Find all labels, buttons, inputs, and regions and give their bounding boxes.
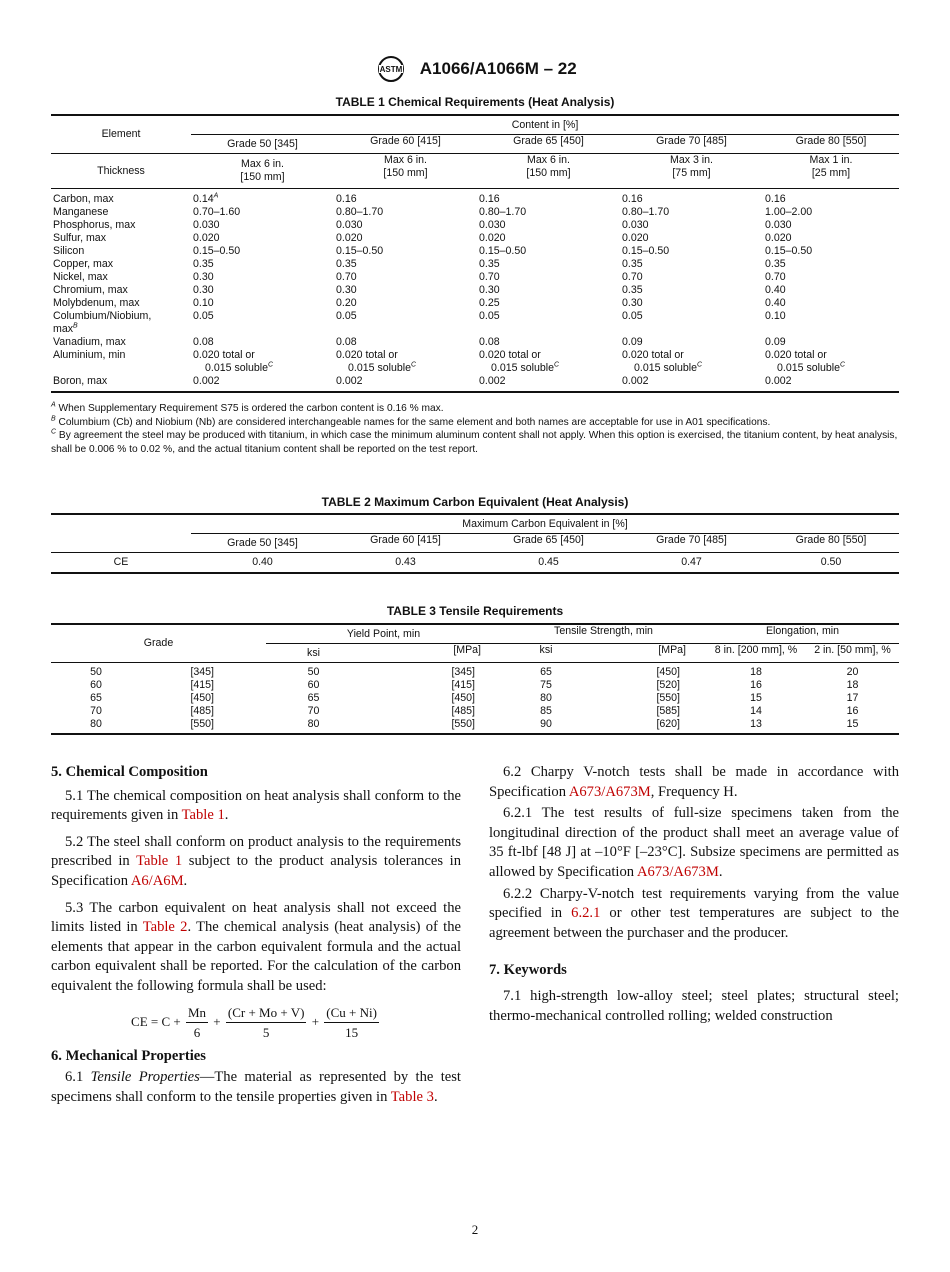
grade-header: Grade 80 [550] [795,135,867,147]
paragraph-6-1: 6.1 Tensile Properties—The material as represented by the test specimens shall conform to the tensile properties given in Table 3. [51,1069,461,1105]
table-row: Columbium/Niobium, $\max^B$ 0.05 0.05 0.05 0.05 0.10 [53,310,786,335]
thickness-cell: Max 6 in. [150 mm] [240,158,285,183]
table1-footnotes [51,402,903,456]
ce-formula: CE = C + $\frac{Mn}{6}$ + $\frac{(Cr + Mo + V)}{5}$ + $\frac{(Cu + Ni)}{15}$ [131,1004,377,1041]
table-row: 70 [485] 70 [485] 85 [585] 14 16 [90,705,859,717]
grade-header: Grade 70 [485] [656,534,727,546]
footnote-b: $^B$ Columbium (Cb) and Niobium (Nb) are considered interchangeable names for the same element and both names are acceptable for use in A01 specifications. [51,415,771,428]
section-5-heading: 5. Chemical Composition [51,764,208,780]
table3-caption: TABLE 3 Tensile Requirements [386,604,564,618]
paragraph-7-1: 7.1 high-strength low-alloy steel; steel plates; structural steel; thermo-mechanical controlled rolling; welded construction [489,987,899,1024]
left-column [51,763,461,1108]
page-number: 2 [471,1222,479,1237]
table-row: Carbon, max $0.14^A$ 0.16 0.16 0.16 0.16 [53,192,786,205]
table1-link[interactable]: Table 1 [181,807,225,824]
section-7-heading: 7. Keywords [489,962,567,979]
thickness-cell: Max 1 in. [25 mm] [809,154,853,179]
page-header [0,55,950,83]
table-row: 60 [415] 60 [415] 75 [520] 16 18 [90,679,859,691]
table-row: Manganese 0.70–1.60 0.80–1.70 0.80–1.70 0.80–1.70 1.00–2.00 [53,206,813,218]
grade-header: Grade [143,637,174,649]
astm-logo-icon [373,55,409,83]
table-row: Chromium, max 0.30 0.30 0.30 0.35 0.40 [53,284,786,296]
grade-header: Grade 50 [345] [227,537,298,549]
table-row: Aluminium, min 0.020 total or 0.015 soluble$^C$ 0.020 total or 0.015 soluble$^C$ 0.020 total or 0.015 soluble$^C$ 0.020 total or 0.015 soluble$^C$ 0.020 total or 0.015 soluble$^C$ [53,349,846,374]
grade-header: Grade 60 [415] [370,534,441,546]
content-header: Content in [%] [191,115,899,135]
table1 [51,114,899,393]
ce-group-header: Maximum Carbon Equivalent in [%] [191,514,899,534]
a673-link[interactable]: A673/A673M [636,863,719,880]
paragraph-5-2: 5.2 The steel shall conform on product analysis to the requirements prescribed in Table 1 subject to the product analysis tolerances in Specification A6/A6M. [51,833,462,889]
grade-header: Grade 50 [345] [227,138,298,150]
paragraph-6-2-2: 6.2.2 Charpy-V-notch test requirements varying from the value specified in 6.2.1 or other test temperatures are subject to the agreement between the purchaser and the producer. [489,885,900,941]
thickness-cell: Max 3 in. [75 mm] [670,154,713,179]
table-row: 65 [450] 65 [450] 80 [550] 15 17 [90,692,859,704]
thickness-cell: Max 6 in. [150 mm] [383,154,428,179]
table2-link[interactable]: Table 2 [142,919,188,936]
table1-link[interactable]: Table 1 [136,853,183,870]
elongation-header: Elongation, min [706,624,899,644]
a673-link[interactable]: A673/A673M [568,783,651,800]
thickness-cell: Max 6 in. [150 mm] [526,154,571,179]
table-row: Boron, max 0.002 0.002 0.002 0.002 0.002 [51,375,899,392]
table2-caption: TABLE 2 Maximum Carbon Equivalent (Heat Analysis) [321,495,629,509]
element-header: Element [51,115,191,154]
table-row: Vanadium, max 0.08 0.08 0.08 0.09 0.09 [53,336,786,348]
footnote-a: $^A$ When Supplementary Requirement S75 is ordered the carbon content is 0.16 % max. [51,401,444,414]
right-column [489,763,899,1026]
paragraph-6-2: 6.2 Charpy V-notch tests shall be made in accordance with Specification A673/A673M, Frequency H. [489,764,899,800]
table-row: Nickel, max 0.30 0.70 0.70 0.70 0.70 [53,271,786,283]
table1-caption: TABLE 1 Chemical Requirements (Heat Analysis) [335,95,615,109]
table-row: CE 0.40 0.43 0.45 0.47 0.50 [51,553,899,574]
section-6-heading: 6. Mechanical Properties [51,1047,206,1064]
table-row: Sulfur, max 0.020 0.020 0.020 0.020 0.020 [53,232,792,244]
table3: Grade Yield Point, min Tensile Strength, min Elongation, min ksi [MPa] ksi [MPa] 8 in. [200 mm], % 2 in. [50 mm], % 50 [345] 50 [345] 65 [450] 18 20 60 [415] 60 [415] 75 [520] 16 18 65 [450] 65 [450] 80 [550] 15 17 70 [485] 70 [485] 85 [585] 14 16 80 [550] 80 [550] 90 [620] 13 15 [51,623,899,735]
table-row: Molybdenum, max 0.10 0.20 0.25 0.30 0.40 [53,297,786,309]
grade-header: Grade 65 [450] [513,135,584,147]
paragraph-5-1: 5.1 The chemical composition on heat analysis shall conform to the requirements given in Table 1. [51,787,461,824]
table-row: 80 [550] 80 [550] 90 [620] 13 15 [51,718,899,734]
a6-link[interactable]: A6/A6M [130,872,184,889]
thickness-header: Thickness [97,164,145,177]
grade-header: Grade 80 [550] [795,534,867,546]
svg-text:ASTM: ASTM [379,65,403,74]
paragraph-5-3: 5.3 The carbon equivalent on heat analysis shall not exceed the limits listed in Table 2. The chemical analysis (heat analysis) of the elements that appear in the carbon equivalent formula and the actual carbon equivalent shall be reported. For the calculation of the carbon equivalent the following formula shall be used: [51,899,461,994]
table-row: Phosphorus, max 0.030 0.030 0.030 0.030 0.030 [53,219,792,231]
grade-header: Grade 70 [485] [656,135,727,147]
table-row: Copper, max 0.35 0.35 0.35 0.35 0.35 [53,258,786,270]
footnote-c: $^C$ By agreement the steel may be produced with titanium, in which case the minimum aluminum content shall not apply. When this option is exercised, the titanium content, by heat analysis, shall be 0.006 % to 0.02 %, and the actual titanium content shall be reported on the test report. [51,428,898,455]
document-id: A1066/A1066M – 22 [419,59,577,78]
table-row: Silicon 0.15–0.50 0.15–0.50 0.15–0.50 0.15–0.50 0.15–0.50 [53,245,813,257]
table2 [51,513,899,574]
grade-header: Grade 60 [415] [370,135,441,147]
yield-header: Yield Point, min [266,624,501,644]
paragraph-6-2-1: 6.2.1 The test results of full-size specimens taken from the longitudinal direction of the product shall meet an average value of 35 ft-lbf [48 J] at –10°F [–23°C]. Subsize specimens are permitted as allowed by Specification A673/A673M. [489,805,899,880]
tensile-header: Tensile Strength, min [501,624,706,644]
table-row: 50 [345] 50 [345] 65 [450] 18 20 [90,666,859,678]
table3-link[interactable]: Table 3 [390,1088,434,1105]
grade-header: Grade 65 [450] [513,534,584,546]
section-6-2-1-link[interactable]: 6.2.1 [571,905,601,922]
